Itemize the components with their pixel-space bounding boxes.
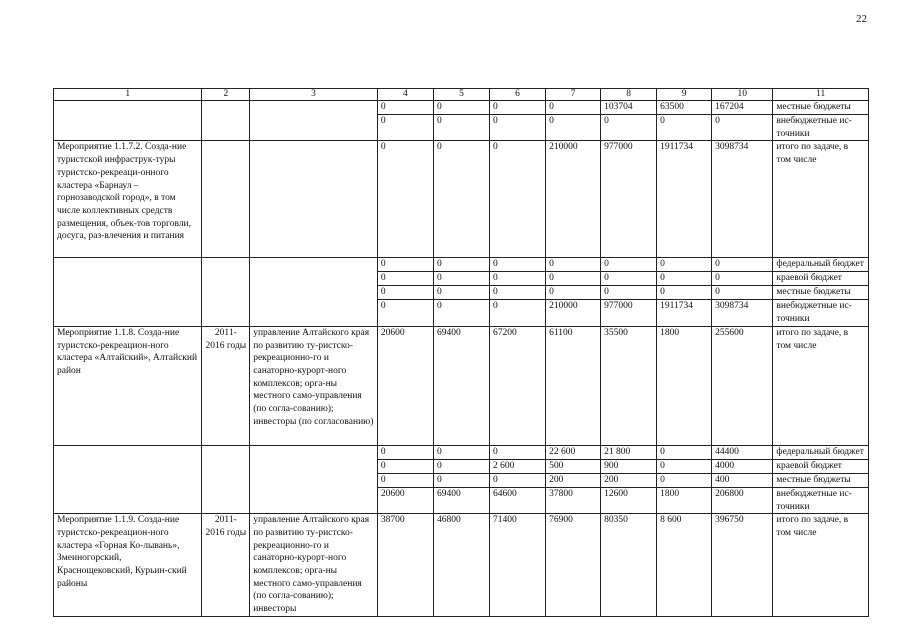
value-cell: 1911734 xyxy=(657,141,712,258)
value-cell: 0 xyxy=(601,258,657,272)
value-cell: 44400 xyxy=(712,445,773,459)
value-cell: 0 xyxy=(712,286,773,300)
executor-cell xyxy=(250,258,378,326)
value-cell: 0 xyxy=(433,445,489,459)
value-cell: 1800 xyxy=(657,487,712,513)
value-cell: 69400 xyxy=(433,326,489,445)
value-cell: 20600 xyxy=(377,326,433,445)
value-cell: 61100 xyxy=(546,326,601,445)
value-cell: 0 xyxy=(433,272,489,286)
value-cell: 2 600 xyxy=(490,459,546,473)
column-header: 11 xyxy=(773,89,869,101)
executor-cell xyxy=(250,445,378,513)
value-cell: 210000 xyxy=(546,141,601,258)
column-header: 7 xyxy=(546,89,601,101)
value-cell: 0 xyxy=(433,115,489,141)
value-cell: 0 xyxy=(377,459,433,473)
value-cell: 8 600 xyxy=(657,514,712,617)
value-cell: 0 xyxy=(377,272,433,286)
value-cell: 21 800 xyxy=(601,445,657,459)
value-cell: 0 xyxy=(546,101,601,115)
value-cell: 0 xyxy=(490,258,546,272)
activity-name-cell: Мероприятие 1.1.7.2. Созда-ние туристской инфраструк-туры туристско-рекреаци-онного кластера «Барнаул – горнозаводской город», в том числе коллективных средств размещения, объек-тов торговли, досуга, раз-влечения и питания xyxy=(54,141,202,258)
value-cell: 0 xyxy=(490,141,546,258)
period-cell xyxy=(202,101,250,141)
value-cell: 977000 xyxy=(601,300,657,326)
value-cell: 0 xyxy=(433,101,489,115)
value-cell: 0 xyxy=(657,286,712,300)
value-cell: 0 xyxy=(490,101,546,115)
value-cell: 103704 xyxy=(601,101,657,115)
funding-source-cell: внебюджетные ис-точники xyxy=(773,487,869,513)
value-cell: 0 xyxy=(712,258,773,272)
value-cell: 200 xyxy=(601,473,657,487)
value-cell: 12600 xyxy=(601,487,657,513)
value-cell: 20600 xyxy=(377,487,433,513)
column-header: 6 xyxy=(490,89,546,101)
funding-source-cell: федеральный бюджет xyxy=(773,445,869,459)
column-header: 3 xyxy=(250,89,378,101)
funding-source-cell: итого по задаче, в том числе xyxy=(773,514,869,617)
column-header: 2 xyxy=(202,89,250,101)
funding-source-cell: местные бюджеты xyxy=(773,101,869,115)
funding-source-cell: итого по задаче, в том числе xyxy=(773,326,869,445)
value-cell: 396750 xyxy=(712,514,773,617)
value-cell: 0 xyxy=(490,445,546,459)
period-cell xyxy=(202,141,250,258)
column-header: 4 xyxy=(377,89,433,101)
value-cell: 69400 xyxy=(433,487,489,513)
value-cell: 0 xyxy=(490,473,546,487)
funding-source-cell: краевой бюджет xyxy=(773,272,869,286)
value-cell: 38700 xyxy=(377,514,433,617)
value-cell: 977000 xyxy=(601,141,657,258)
table-row xyxy=(54,258,869,272)
activity-name-cell xyxy=(54,258,202,326)
executor-cell xyxy=(250,141,378,258)
value-cell: 0 xyxy=(433,286,489,300)
value-cell: 1911734 xyxy=(657,300,712,326)
value-cell: 37800 xyxy=(546,487,601,513)
value-cell: 0 xyxy=(433,473,489,487)
value-cell: 71400 xyxy=(490,514,546,617)
funding-source-cell: внебюджетные ис-точники xyxy=(773,115,869,141)
activity-name-cell: Мероприятие 1.1.8. Созда-ние туристско-рекреацион-ного кластера «Алтайский», Алтайский район xyxy=(54,326,202,445)
value-cell: 0 xyxy=(377,473,433,487)
value-cell: 80350 xyxy=(601,514,657,617)
value-cell: 0 xyxy=(433,141,489,258)
value-cell: 0 xyxy=(490,272,546,286)
value-cell: 0 xyxy=(546,258,601,272)
value-cell: 0 xyxy=(657,459,712,473)
value-cell: 0 xyxy=(377,300,433,326)
value-cell: 64600 xyxy=(490,487,546,513)
value-cell: 0 xyxy=(601,286,657,300)
value-cell: 0 xyxy=(490,115,546,141)
value-cell: 167204 xyxy=(712,101,773,115)
executor-cell: управление Алтайского края по развитию ту-ристско-рекреационно-го и санаторно-курорт-ного комплексов; орга-ны местного само-управления (по согла-сованию); инвесторы (по согласованию) xyxy=(250,326,378,445)
funding-source-cell: краевой бюджет xyxy=(773,459,869,473)
funding-source-cell: местные бюджеты xyxy=(773,286,869,300)
value-cell: 900 xyxy=(601,459,657,473)
period-cell xyxy=(202,445,250,513)
funding-source-cell: федеральный бюджет xyxy=(773,258,869,272)
value-cell: 0 xyxy=(433,300,489,326)
value-cell: 0 xyxy=(546,272,601,286)
period-cell: 2011-2016 годы xyxy=(202,326,250,445)
value-cell: 3098734 xyxy=(712,141,773,258)
value-cell: 0 xyxy=(657,258,712,272)
value-cell: 0 xyxy=(601,115,657,141)
value-cell: 0 xyxy=(657,473,712,487)
value-cell: 500 xyxy=(546,459,601,473)
period-cell xyxy=(202,258,250,326)
funding-source-cell: внебюджетные ис-точники xyxy=(773,300,869,326)
value-cell: 0 xyxy=(546,115,601,141)
column-header: 5 xyxy=(433,89,489,101)
value-cell: 0 xyxy=(377,286,433,300)
value-cell: 0 xyxy=(377,141,433,258)
period-cell: 2011-2016 годы xyxy=(202,514,250,617)
value-cell: 0 xyxy=(377,258,433,272)
funding-source-cell: местные бюджеты xyxy=(773,473,869,487)
value-cell: 0 xyxy=(377,445,433,459)
table-row xyxy=(54,101,869,115)
activity-name-cell: Мероприятие 1.1.9. Созда-ние туристско-рекреацион-ного кластера «Горная Ко-лывань», Змеиногорский, Краснощековский, Курьин-ский районы xyxy=(54,514,202,617)
funding-source-cell: итого по задаче, в том числе xyxy=(773,141,869,258)
value-cell: 0 xyxy=(657,445,712,459)
value-cell: 1800 xyxy=(657,326,712,445)
column-header: 10 xyxy=(712,89,773,101)
value-cell: 0 xyxy=(377,115,433,141)
table-row xyxy=(54,514,869,617)
page-number: 22 xyxy=(856,13,867,25)
value-cell: 0 xyxy=(546,286,601,300)
table-row xyxy=(54,445,869,459)
value-cell: 67200 xyxy=(490,326,546,445)
value-cell: 0 xyxy=(490,286,546,300)
value-cell: 22 600 xyxy=(546,445,601,459)
value-cell: 4000 xyxy=(712,459,773,473)
value-cell: 0 xyxy=(490,300,546,326)
value-cell: 210000 xyxy=(546,300,601,326)
value-cell: 255600 xyxy=(712,326,773,445)
value-cell: 0 xyxy=(601,272,657,286)
executor-cell xyxy=(250,101,378,141)
value-cell: 63500 xyxy=(657,101,712,115)
value-cell: 0 xyxy=(433,258,489,272)
activity-name-cell xyxy=(54,445,202,513)
value-cell: 35500 xyxy=(601,326,657,445)
value-cell: 76900 xyxy=(546,514,601,617)
column-header: 8 xyxy=(601,89,657,101)
table-row xyxy=(54,141,869,258)
value-cell: 200 xyxy=(546,473,601,487)
activity-name-cell xyxy=(54,101,202,141)
value-cell: 400 xyxy=(712,473,773,487)
value-cell: 0 xyxy=(657,115,712,141)
value-cell: 0 xyxy=(657,272,712,286)
value-cell: 0 xyxy=(377,101,433,115)
column-header: 9 xyxy=(657,89,712,101)
value-cell: 0 xyxy=(712,272,773,286)
column-header: 1 xyxy=(54,89,202,101)
value-cell: 0 xyxy=(433,459,489,473)
table-header-row xyxy=(54,89,869,101)
program-activities-table xyxy=(53,88,869,617)
value-cell: 46800 xyxy=(433,514,489,617)
value-cell: 3098734 xyxy=(712,300,773,326)
executor-cell: управление Алтайского края по развитию ту-ристско-рекреационно-го и санаторно-курорт-ного комплексов; орга-ны местного само-управления (по согла-сованию); инвесторы xyxy=(250,514,378,617)
value-cell: 0 xyxy=(712,115,773,141)
value-cell: 206800 xyxy=(712,487,773,513)
table-row xyxy=(54,326,869,445)
